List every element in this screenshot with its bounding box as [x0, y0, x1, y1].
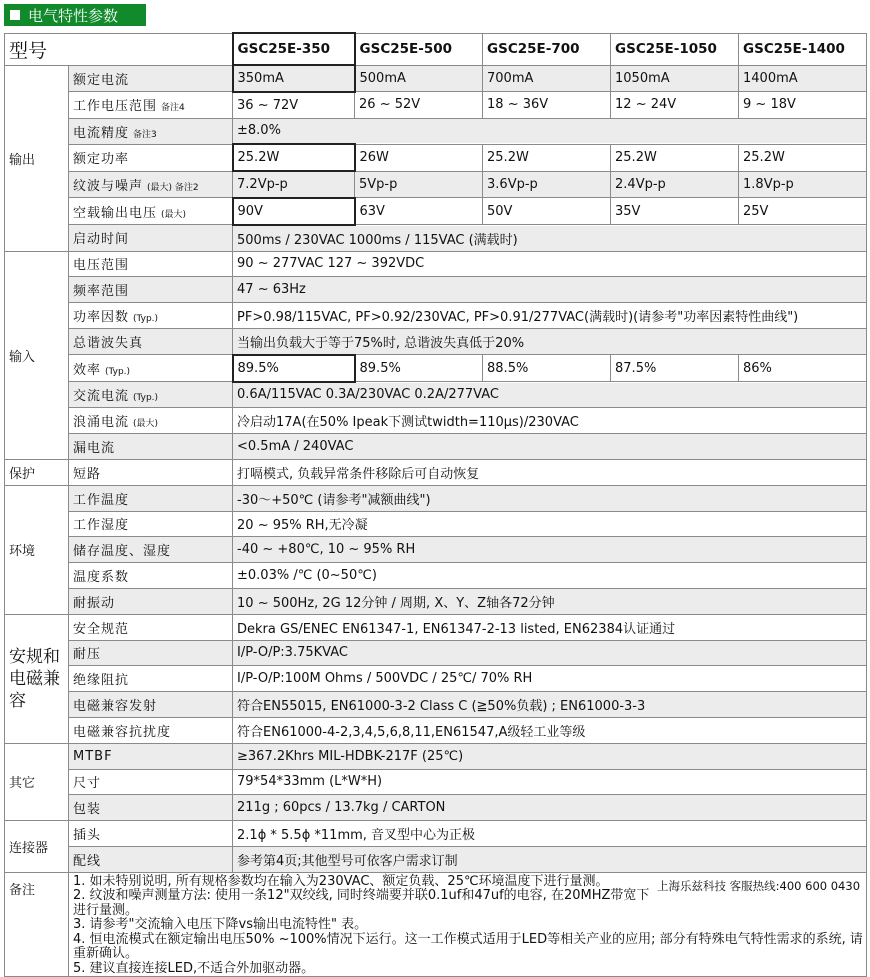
- row-label-text: 频率范围: [73, 284, 130, 300]
- row-label-text: 纹波与噪声: [73, 179, 144, 195]
- row-label: [69, 277, 233, 303]
- row-label: [69, 769, 233, 795]
- row-label-text: 插头: [73, 828, 102, 843]
- model-name: GSC25E-1050: [611, 33, 739, 65]
- row-label: [69, 65, 233, 92]
- row-label-text: 包装: [73, 802, 102, 818]
- row-label: [69, 328, 233, 354]
- row-label-text: 工作湿度: [73, 518, 130, 534]
- row-label-text: 短路: [73, 466, 102, 482]
- spec-row: [5, 434, 867, 460]
- remarks-row: [5, 872, 867, 977]
- row-note: (最大) 备注2: [147, 183, 199, 194]
- group-label: 安规和电磁兼容: [5, 614, 69, 743]
- row-label-text: 空载输出电压: [73, 205, 158, 221]
- row-label-text: 浪涌电流: [73, 415, 130, 431]
- spec-row: [5, 118, 867, 144]
- row-value: 18 ~ 36V: [483, 92, 611, 118]
- spec-row: [5, 171, 867, 198]
- row-label: [69, 251, 233, 277]
- row-note: 备注3: [133, 129, 157, 140]
- row-label: [69, 640, 233, 666]
- row-label: [69, 537, 233, 563]
- row-label: [69, 118, 233, 144]
- group-label: 输出: [5, 65, 69, 251]
- row-label: [69, 171, 233, 198]
- spec-row: [5, 355, 867, 382]
- row-note: (最大): [161, 209, 187, 220]
- row-value: 0.6A/115VAC 0.3A/230VAC 0.2A/277VAC: [233, 382, 867, 408]
- row-value: 1400mA: [739, 65, 867, 92]
- row-label: [69, 485, 233, 511]
- spec-row: [5, 614, 867, 640]
- group-label: 备注: [5, 872, 69, 977]
- row-value: 47 ~ 63Hz: [233, 277, 867, 303]
- row-label: [69, 614, 233, 640]
- spec-row: [5, 563, 867, 589]
- row-value: 符合EN55015, EN61000-3-2 Class C (≧50%负载) ; EN61000-3-3: [233, 692, 867, 718]
- row-label: [69, 821, 233, 847]
- spec-row: [5, 198, 867, 225]
- spec-row: [5, 459, 867, 485]
- row-label: [69, 459, 233, 485]
- row-value: PF>0.98/115VAC, PF>0.92/230VAC, PF>0.91/277VAC(满载时)(请参考"功率因素特性曲线"): [233, 303, 867, 329]
- row-label: [69, 92, 233, 118]
- row-label-text: MTBF: [73, 748, 113, 764]
- row-value: -40 ~ +80℃, 10 ~ 95% RH: [233, 537, 867, 563]
- row-value: 1050mA: [611, 65, 739, 92]
- row-label: [69, 355, 233, 382]
- spec-row: [5, 251, 867, 277]
- row-label-text: 漏电流: [73, 441, 116, 457]
- row-label: [69, 563, 233, 589]
- model-name: GSC25E-700: [483, 33, 611, 65]
- row-value: 500ms / 230VAC 1000ms / 115VAC (满载时): [233, 225, 867, 251]
- model-name: GSC25E-500: [355, 33, 483, 65]
- spec-row: [5, 277, 867, 303]
- row-label-text: 电磁兼容发射: [73, 699, 158, 715]
- row-value: 25.2W: [483, 144, 611, 171]
- spec-row: [5, 821, 867, 847]
- spec-row: [5, 92, 867, 118]
- row-value: 9 ~ 18V: [739, 92, 867, 118]
- remark-line: 5. 建议直接连接LED,不适合外加驱动器。: [73, 960, 315, 976]
- header-row: [5, 33, 867, 65]
- model-name: GSC25E-1400: [739, 33, 867, 65]
- spec-row: [5, 743, 867, 769]
- row-label-text: 尺寸: [73, 776, 102, 792]
- row-label-text: 交流电流: [73, 389, 130, 405]
- row-value: -30～+50℃ (请参考"减额曲线"): [233, 485, 867, 511]
- row-label-text: 绝缘阻抗: [73, 673, 130, 689]
- row-note: (Typ.): [133, 314, 159, 325]
- square-icon: [10, 10, 20, 20]
- row-value: 当输出负载大于等于75%时, 总谐波失真低于20%: [233, 328, 867, 354]
- row-value: 符合EN61000-4-2,3,4,5,6,8,11,EN61547,A级轻工业等级: [233, 717, 867, 743]
- row-note: (Typ.): [105, 366, 131, 377]
- remark-line: 1. 如未特别说明, 所有规格参数均在输入为230VAC、额定负载、25℃环境温度下进行量测。: [73, 873, 609, 889]
- remark-line: 3. 请参考"交流输入电压下降vs输出电流特性" 表。: [73, 917, 368, 933]
- row-value: 7.2Vp-p: [233, 171, 355, 198]
- row-label: [69, 795, 233, 821]
- row-label: [69, 692, 233, 718]
- spec-row: [5, 511, 867, 537]
- row-label: [69, 225, 233, 251]
- group-label: 保护: [5, 459, 69, 485]
- row-note: (Typ.): [133, 393, 159, 404]
- row-label-text: 安全规范: [73, 621, 130, 637]
- row-value: 参考第4页;其他型号可依客户需求订制: [233, 846, 867, 872]
- row-label-text: 总谐波失真: [73, 336, 144, 352]
- row-value: 1.8Vp-p: [739, 171, 867, 198]
- row-value: 700mA: [483, 65, 611, 92]
- row-value: ±0.03% /℃ (0~50℃): [233, 563, 867, 589]
- row-note: 备注4: [161, 103, 185, 114]
- spec-row: [5, 225, 867, 251]
- row-value: 3.6Vp-p: [483, 171, 611, 198]
- row-value: 冷启动17A(在50% Ipeak下测试twidth=110µs)/230VAC: [233, 408, 867, 434]
- row-value: 89.5%: [355, 355, 483, 382]
- row-label-text: 额定功率: [73, 152, 130, 168]
- row-label-text: 温度系数: [73, 570, 130, 586]
- row-value: 88.5%: [483, 355, 611, 382]
- row-value: Dekra GS/ENEC EN61347-1, EN61347-2-13 listed, EN62384认证通过: [233, 614, 867, 640]
- row-value: ±8.0%: [233, 118, 867, 144]
- group-label: 环境: [5, 485, 69, 614]
- spec-row: [5, 303, 867, 329]
- row-value: 12 ~ 24V: [611, 92, 739, 118]
- hotline: 上海乐兹科技 客服热线:400 600 0430: [657, 878, 861, 893]
- spec-row: [5, 65, 867, 92]
- row-label-text: 电压范围: [73, 258, 130, 274]
- spec-row: [5, 328, 867, 354]
- row-value: 25.2W: [233, 144, 355, 171]
- spec-row: [5, 588, 867, 614]
- spec-row: [5, 485, 867, 511]
- row-value: 25.2W: [739, 144, 867, 171]
- row-value: 25V: [739, 198, 867, 225]
- group-label: 其它: [5, 743, 69, 820]
- row-value: 25.2W: [611, 144, 739, 171]
- row-label-text: 额定电流: [73, 72, 130, 88]
- row-label: [69, 198, 233, 225]
- row-label-text: 工作温度: [73, 492, 130, 508]
- spec-row: [5, 717, 867, 743]
- spec-row: [5, 846, 867, 872]
- model-label: 型号: [5, 33, 233, 65]
- row-label: [69, 434, 233, 460]
- row-value: 5Vp-p: [355, 171, 483, 198]
- row-label: [69, 511, 233, 537]
- row-value: 50V: [483, 198, 611, 225]
- row-label-text: 工作电压范围: [73, 99, 158, 115]
- spec-row: [5, 666, 867, 692]
- spec-row: [5, 408, 867, 434]
- row-label-text: 耐压: [73, 647, 102, 663]
- section-title: 电气特性参数: [28, 6, 119, 25]
- row-value: 89.5%: [233, 355, 355, 382]
- row-value: 2.4Vp-p: [611, 171, 739, 198]
- row-note: (最大): [133, 419, 159, 430]
- row-label: [69, 743, 233, 769]
- row-label: [69, 717, 233, 743]
- row-value: <0.5mA / 240VAC: [233, 434, 867, 460]
- spec-row: [5, 537, 867, 563]
- row-value: I/P-O/P:100M Ohms / 500VDC / 25℃/ 70% RH: [233, 666, 867, 692]
- row-value: 86%: [739, 355, 867, 382]
- row-label: [69, 144, 233, 171]
- row-value: 36 ~ 72V: [233, 92, 355, 118]
- row-value: ≥367.2Khrs MIL-HDBK-217F (25℃): [233, 743, 867, 769]
- row-value: 79*54*33mm (L*W*H): [233, 769, 867, 795]
- spec-row: [5, 640, 867, 666]
- row-label-text: 启动时间: [73, 232, 130, 248]
- row-value: 26W: [355, 144, 483, 171]
- remarks-notes: [69, 872, 867, 977]
- row-value: 10 ~ 500Hz, 2G 12分钟 / 周期, X、Y、Z轴各72分钟: [233, 588, 867, 614]
- row-value: 500mA: [355, 65, 483, 92]
- row-label-text: 功率因数: [73, 310, 130, 326]
- section-header: [4, 4, 146, 26]
- row-value: 87.5%: [611, 355, 739, 382]
- row-value: 90 ~ 277VAC 127 ~ 392VDC: [233, 251, 867, 277]
- row-label: [69, 382, 233, 408]
- spec-row: [5, 144, 867, 171]
- spec-row: [5, 769, 867, 795]
- row-value: I/P-O/P:3.75KVAC: [233, 640, 867, 666]
- row-value: 350mA: [233, 65, 355, 92]
- remark-line: 4. 恒电流模式在额定输出电压50% ~100%情况下运行。这一工作模式适用于LED等相关产业的应用; 部分有特殊电气特性需求的系统, 请重新确认。: [73, 931, 863, 962]
- row-label-text: 电磁兼容抗扰度: [73, 724, 172, 740]
- row-value: 35V: [611, 198, 739, 225]
- spec-table: [4, 32, 867, 977]
- row-label: [69, 588, 233, 614]
- row-value: 211g ; 60pcs / 13.7kg / CARTON: [233, 795, 867, 821]
- row-value: 63V: [355, 198, 483, 225]
- row-label: [69, 303, 233, 329]
- remark-line: 2. 纹波和噪声测量方法: 使用一条12"双绞线, 同时终端要并联0.1uf和47uf的电容, 在20MHZ带宽下进行量测。: [73, 888, 650, 918]
- spec-row: [5, 382, 867, 408]
- row-value: 2.1ϕ * 5.5ϕ *11mm, 音叉型中心为正极: [233, 821, 867, 847]
- row-label-text: 配线: [73, 853, 102, 869]
- spec-row: [5, 795, 867, 821]
- row-value: 90V: [233, 198, 355, 225]
- spec-row: [5, 692, 867, 718]
- group-label: 输入: [5, 251, 69, 459]
- row-value: 20 ~ 95% RH,无冷凝: [233, 511, 867, 537]
- row-label-text: 电流精度: [73, 125, 130, 141]
- row-label-text: 耐振动: [73, 595, 116, 611]
- model-name: GSC25E-350: [233, 33, 355, 65]
- row-value: 打嗝模式, 负载异常条件移除后可自动恢复: [233, 459, 867, 485]
- row-label: [69, 408, 233, 434]
- row-label: [69, 846, 233, 872]
- row-label: [69, 666, 233, 692]
- row-value: 26 ~ 52V: [355, 92, 483, 118]
- group-label: 连接器: [5, 821, 69, 873]
- row-label-text: 储存温度、湿度: [73, 544, 172, 560]
- row-label-text: 效率: [73, 362, 102, 378]
